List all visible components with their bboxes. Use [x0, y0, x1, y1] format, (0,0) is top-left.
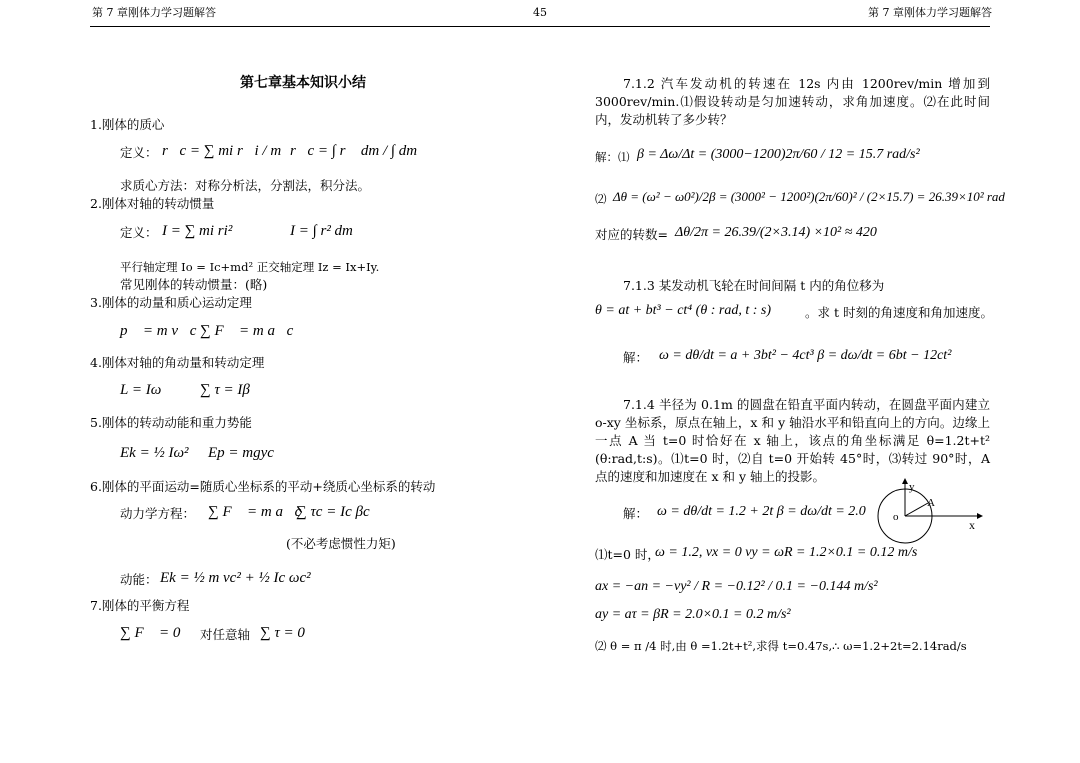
inertia-formula-integral: I = ∫ r² dm: [290, 223, 353, 239]
inertia-torque-note: (不必考虑惯性力矩): [286, 536, 396, 551]
angular-momentum-formula: L = Iω: [120, 382, 162, 398]
p712-turns-label: 对应的转数=: [595, 227, 668, 242]
p714-solution-formula: ω = dθ/dt = 1.2 + 2t β = dω/dt = 2.0: [657, 504, 866, 519]
s1-def-label: 定义：: [120, 145, 158, 160]
header-right: 第 7 章刚体力学习题解答: [868, 6, 992, 19]
problem-7-1-2: 7.1.2 汽车发动机的转速在 12s 内由 1200rev/min 增加到 3000rev/min.⑴假设转动是匀加速转动，求角加速度。⑵在此时间内，发动机转了多少转？: [595, 76, 990, 127]
centroid-formula-sum: r⃗c = ∑ mi r⃗i / m: [162, 143, 282, 159]
x-axis-label: x: [969, 518, 975, 532]
potential-energy-formula: Ep = mgyc: [208, 445, 274, 461]
left-column: [90, 0, 540, 763]
p713-solution-formula: ω = dθ/dt = a + 3bt² − 4ct³ β = dω/dt = 6bt − 12ct²: [659, 348, 952, 363]
dynamics-label: 动力学方程：: [120, 506, 196, 521]
ke-label: 动能：: [120, 572, 158, 587]
p712-part2-label: ⑵: [595, 192, 607, 206]
plane-kinetic-energy-formula: Ek = ½ m vc² + ½ Ic ωc²: [160, 570, 311, 586]
common-inertia-note: 常见刚体的转动惯量：(略): [120, 277, 268, 292]
axis-theorems: 平行轴定理 Io = Ic+md² 正交轴定理 Iz = Ix+Iy.: [120, 260, 380, 274]
momentum-formula: p⃗ = m v⃗c: [120, 323, 197, 339]
point-a-label: A: [927, 497, 935, 509]
summary-title: 第七章基本知识小结: [240, 75, 366, 91]
inertia-formula-sum: I = ∑ mi ri²: [162, 223, 233, 239]
p713-question: 。求 t 时刻的角速度和角加速度。: [805, 305, 993, 320]
disk-figure: [873, 476, 983, 546]
p712-angle-turned: Δθ = (ω² − ω0²)/2β = (3000² − 1200²)(2π/60)² / (2×15.7) = 26.39×10² rad: [613, 189, 1005, 204]
section-4-heading: 4.刚体对轴的角动量和转动定理: [90, 355, 265, 370]
p712-angular-acceleration: β = Δω/Δt = (3000−1200)2π/60 / 12 = 15.7 rad/s²: [637, 147, 920, 162]
header-left: 第 7 章刚体力学习题解答: [92, 6, 216, 19]
kinetic-energy-formula: Ek = ½ Iω²: [120, 445, 189, 461]
any-axis-label: 对任意轴: [200, 627, 251, 642]
rotation-theorem-formula: ∑ τ = Iβ: [200, 382, 250, 398]
section-1-heading: 1.刚体的质心: [90, 117, 165, 132]
y-axis-arrow: [902, 478, 908, 484]
radius-line: [905, 503, 928, 516]
p713-angle-formula: θ = at + bt³ − ct⁴ (θ : rad, t : s): [595, 303, 771, 318]
centroid-motion-formula: ∑ F⃗ = m a⃗c: [200, 323, 294, 339]
centroid-methods: 求质心方法：对称分析法，分割法，积分法。: [120, 178, 371, 193]
p712-solution-label: 解：⑴: [595, 150, 630, 164]
right-column: [595, 0, 1005, 763]
problem-7-1-3: 7.1.3 某发动机飞轮在时间间隔 t 内的角位移为: [623, 278, 885, 293]
section-7-heading: 7.刚体的平衡方程: [90, 598, 190, 613]
y-axis-label: y: [909, 481, 915, 493]
p714-ax-formula: ax = −an = −vy² / R = −0.12² / 0.1 = −0.144 m/s²: [595, 579, 878, 594]
page-number: 45: [533, 6, 547, 19]
section-6-heading: 6.刚体的平面运动=随质心坐标系的平动+绕质心坐标系的转动: [90, 479, 436, 494]
p712-turns-formula: Δθ/2π = 26.39/(2×3.14) ×10² ≈ 420: [675, 225, 877, 240]
p714-ay-formula: ay = aτ = βR = 2.0×0.1 = 0.2 m/s²: [595, 607, 791, 622]
centroid-formula-integral: r⃗c = ∫ r⃗ dm / ∫ dm: [290, 143, 418, 159]
p714-part1-label: ⑴t=0 时，: [595, 547, 660, 562]
p714-part2: ⑵ θ = π /4 时,由 θ =1.2t+t²,求得 t=0.47s,∴ ω=1.2+2t=2.14rad/s: [595, 639, 967, 653]
problem-7-1-4: 7.1.4 半径为 0.1m 的圆盘在铅直平面内转动，在圆盘平面内建立 o-xy 坐标系，原点在轴上，x 和 y 轴沿水平和铅直向上的方向。边缘上一点 A 当 t=0 时恰好在 x 轴上，该点的角坐标满足 θ=1.2t+t² (θ:rad,t:s)。⑴t=0 时，⑵自 t=0 开始转 45°时，⑶转过 90°时，A 点的速度和加速度在 x 和 y 轴上的投影。: [595, 397, 990, 484]
force-equilibrium-formula: ∑ F⃗ = 0，: [120, 625, 193, 641]
origin-label: o: [893, 511, 899, 523]
p714-part1-formula: ω = 1.2, vx = 0 vy = ωR = 1.2×0.1 = 0.12 m/s: [655, 545, 918, 560]
section-5-heading: 5.刚体的转动动能和重力势能: [90, 415, 252, 430]
p713-solution-label: 解：: [623, 350, 649, 365]
torque-equilibrium-formula: ∑ τ = 0: [260, 625, 305, 641]
p714-solution-label: 解：: [623, 506, 649, 521]
x-axis-arrow: [977, 513, 983, 519]
s2-def-label: 定义：: [120, 225, 158, 240]
plane-force-formula: ∑ F⃗ = m a⃗c: [208, 504, 302, 520]
section-3-heading: 3.刚体的动量和质心运动定理: [90, 295, 252, 310]
section-2-heading: 2.刚体对轴的转动惯量: [90, 196, 215, 211]
plane-torque-formula: ∑ τc = Ic βc: [296, 504, 370, 520]
